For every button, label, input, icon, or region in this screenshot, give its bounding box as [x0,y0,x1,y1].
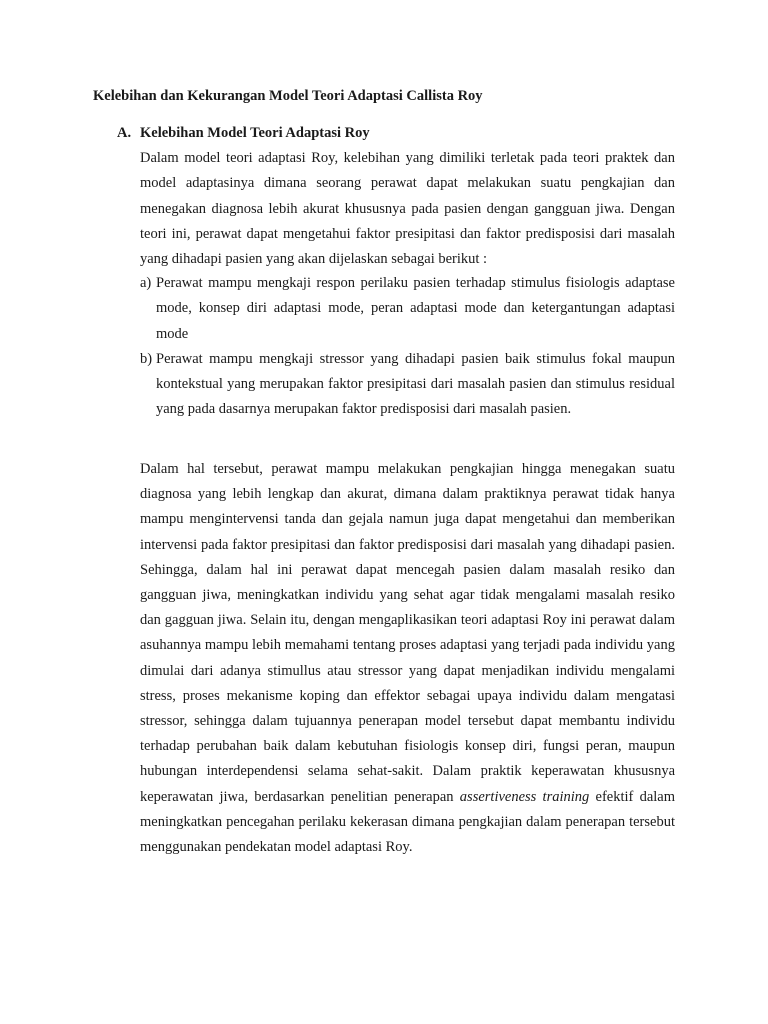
list-item [140,347,675,423]
section-heading-text: Kelebihan Model Teori Adaptasi Roy [140,125,370,141]
body-text-part-2: efektif dalam meningkatkan pencegahan perilaku kekerasan dimana pengkajian dalam penerapan tersebut menggunakan pendekatan model adaptasi Roy. [140,788,676,856]
advantages-list [140,271,675,423]
section-heading [117,125,370,142]
list-item-marker: a) [140,275,152,291]
italic-term: assertiveness training [459,788,590,805]
list-item-marker: b) [140,350,153,367]
list-item-text: Perawat mampu mengkaji stressor yang dihadapi pasien baik stimulus fokal maupun kontekstual yang merupakan faktor presipitasi dari masalah pasien dan stimulus residual yang pada dasarnya merupakan faktor predisposisi dari masalah pasien. [156,350,675,418]
section-marker: A. [117,125,132,141]
list-item-text: Perawat mampu mengkaji respon perilaku pasien terhadap stimulus fisiologis adaptase mode, konsep diri adaptasi mode, peran adaptasi mode dan ketergantungan adaptasi mode [156,275,675,342]
body-text-part-1: Dalam hal tersebut, perawat mampu melakukan pengkajian hingga menegakan suatu diagnosa yang lebih lengkap dan akurat, dimana dalam praktiknya perawat tidak hanya mampu mengintervensi tanda dan gejala namun juga dapat mengetahui dan memberikan intervensi pada faktor presipitasi dan faktor predisposisi dari masalah yang dihadapi pasien. Sehingga, dalam hal ini perawat dapat mencegah pasien dalam masalah resiko dan gangguan jiwa, meningkatkan individu yang sehat agar tidak mengalami masalah resiko dan gagguan jiwa. Selain itu, dengan mengaplikasikan teori adaptasi Roy ini perawat dalam asuhannya mampu lebih memahami tentang proses adaptasi yang terjadi pada individu yang dimulai dari adanya stimullus atau stressor yang dapat menjadikan individu mengalami stress, proses mekanisme koping dan effektor sebagai upaya individu dalam mengatasi stressor, sehingga dalam tujuannya penerapan model tersebut dapat membantu individu terhadap perubahan baik dalam kebutuhan fisiologis konsep diri, fungsi peran, maupun hubungan interdependensi selama sehat-sakit. Dalam praktik keperawatan khususnya keperawatan jiwa, berdasarkan penelitian penerapan [140,461,675,805]
document-title: Kelebihan dan Kekurangan Model Teori Adaptasi Callista Roy [93,88,483,104]
list-item [140,271,675,347]
intro-paragraph: Dalam model teori adaptasi Roy, kelebihan yang dimiliki terletak pada teori praktek dan model adaptasinya dimana seorang perawat dapat melakukan suatu pengkajian dan menegakan diagnosa lebih akurat khususnya pada pasien dengan gangguan jiwa. Dengan teori ini, perawat dapat mengetahui faktor presipitasi dan faktor predisposisi dari masalah yang dihadapi pasien yang akan dijelaskan sebagai berikut : [140,150,675,268]
body-paragraph [140,457,675,860]
